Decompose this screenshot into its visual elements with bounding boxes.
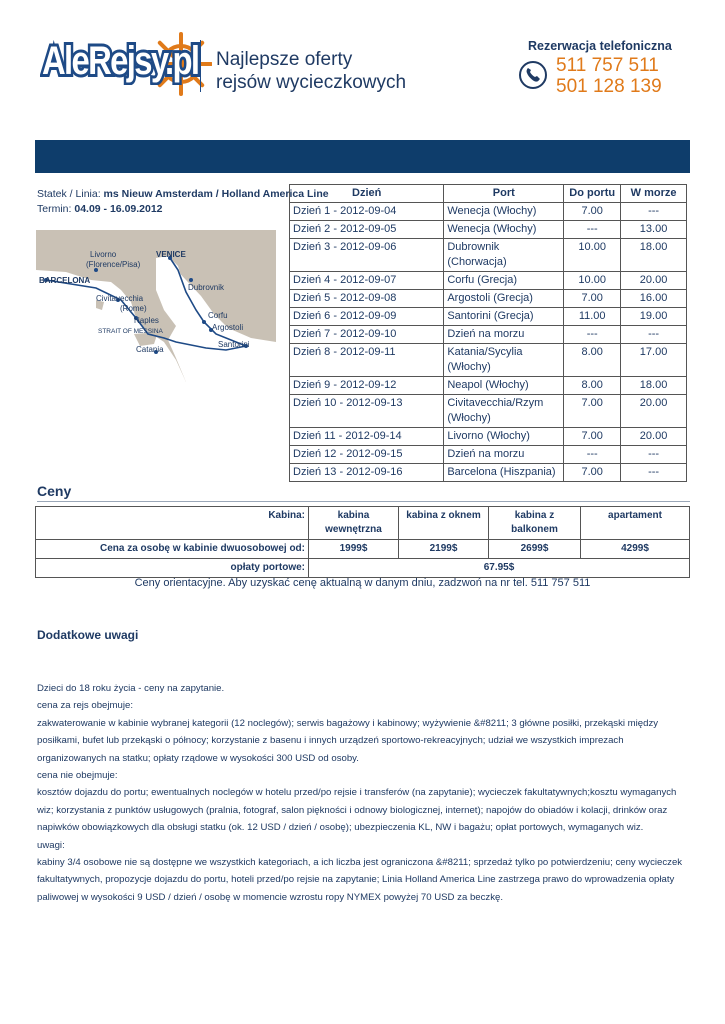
svg-text:STRAIT OF MESSINA: STRAIT OF MESSINA: [98, 328, 163, 335]
phone-numbers: [556, 55, 662, 97]
itinerary-header-row: Dzień Port Do portu W morze: [290, 185, 687, 203]
route-map: [36, 230, 276, 382]
port-fee-row: opłaty portowe: 67.95$: [36, 559, 690, 578]
svg-text:(Florence/Pisa): (Florence/Pisa): [86, 260, 141, 269]
header-divider: [200, 40, 201, 92]
table-row: Dzień 3 - 2012-09-06 Dubrownik (Chorwacja) 10.00 18.00: [290, 239, 687, 272]
svg-text:Catania: Catania: [136, 345, 164, 354]
svg-text:Naples: Naples: [134, 316, 159, 325]
svg-text:(Rome): (Rome): [120, 304, 147, 313]
table-row: Dzień 2 - 2012-09-05 Wenecja (Włochy) --- 13.00: [290, 221, 687, 239]
remarks-title: Dodatkowe uwagi: [37, 628, 139, 642]
cruise-term: 04.09 - 16.09.2012: [74, 203, 163, 215]
svg-text:Santorini: Santorini: [218, 340, 250, 349]
table-row: Dzień 4 - 2012-09-07 Corfu (Grecja) 10.00 20.00: [290, 272, 687, 290]
prices-table: [35, 506, 690, 578]
logo-text: AleRejsy.pl: [42, 39, 199, 83]
prices-note: Ceny orientacyjne. Aby uzyskać cenę aktualną w danym dniu, zadzwoń na nr tel. 511 757 511: [134, 577, 591, 589]
table-row: Dzień 12 - 2012-09-15 Dzień na morzu --- ---: [290, 446, 687, 464]
table-row: Dzień 1 - 2012-09-04 Wenecja (Włochy) 7.00 ---: [290, 203, 687, 221]
phone-number-1[interactable]: 511 757 511: [556, 55, 659, 76]
svg-text:VENICE: VENICE: [156, 250, 186, 259]
svg-text:Civitavecchia: Civitavecchia: [96, 294, 144, 303]
phone-number-2[interactable]: 501 128 139: [556, 76, 662, 97]
table-row: Dzień 13 - 2012-09-16 Barcelona (Hiszpania) 7.00 ---: [290, 464, 687, 482]
ship-info: Statek / Linia: ms Nieuw Amsterdam / Holland America Line Termin: 04.09 - 16.09.2012: [37, 188, 329, 215]
svg-text:Argostoli: Argostoli: [212, 323, 244, 332]
prices-title: Ceny: [37, 483, 72, 499]
table-row: Dzień 5 - 2012-09-08 Argostoli (Grecja) 7.00 16.00: [290, 290, 687, 308]
svg-text:Livorno: Livorno: [90, 250, 117, 259]
svg-text:Corfu: Corfu: [208, 311, 228, 320]
logo[interactable]: [42, 33, 199, 97]
price-row: Cena za osobę w kabinie dwuosobowej od: 1999$ 2199$ 2699$ 4299$: [36, 540, 690, 559]
header-bar: [35, 140, 690, 173]
table-row: Dzień 8 - 2012-09-11 Katania/Sycylia (Włochy) 8.00 17.00: [290, 344, 687, 377]
cabin-row: Kabina: kabina wewnętrzna kabina z oknem kabina z balkonem apartament: [36, 507, 690, 540]
tagline: Najlepsze oferty rejsów wycieczkowych: [216, 49, 407, 93]
prices-divider: [37, 501, 690, 502]
remarks-text: Dzieci do 18 roku życia - ceny na zapytanie. cena za rejs obejmuje: zakwaterowanie w kabinie wybranej kategorii (12 noclegów); serwis bagażowy i kabinowy; wyżywienie &#8211; 3 główne posiłki, przekąski między posiłkami, bufet lub przekąski o północy; korzystanie z basenu i innych urządzeń sportowo-rekreacyjnych; udział we wszystkich imprezach organizowanych na statku; opłaty rządowe w wysokości 300 USD od osoby. cena nie obejmuje: kosztów dojazdu do portu; ewentualnych noclegów w hotelu przed/po rejsie i transferów (na zapytanie); wycieczek fakultatywnych;kosztu wymaganych wiz; korzystania z punktów usługowych (pralnia, fotograf, salon piękności i odnowy biologicznej, internet); napojów do obiadów i kolacji, drinków oraz napiwków obowiązkowych dla obsługi statku (ok. 12 USD / dzień / osobę); ubezpieczenia KL, NW i bagażu; opłat portowych, wymaganych wiz. uwagi: kabiny 3/4 osobowe nie są dostępne we wszystkich kategoriach, a ich liczba jest ograniczona &#8211; sprzedaż tylko po potwierdzeniu; ceny wycieczek fakultatywnych, propozycje dojazdu do portu, hoteli przed/po rejsie na zapytanie; Linia Holland America Line zastrzega prawo do wprowadzenia opłaty paliwowej w wysokości 9 USD / dzień / osobę w momencie wzrostu ropy NYMEX powyżej 70 USD za beczkę.: [37, 683, 683, 903]
phone-title: Rezerwacja telefoniczna: [528, 39, 672, 53]
itinerary-table: [289, 184, 687, 482]
phone-icon: [518, 60, 548, 90]
table-row: Dzień 6 - 2012-09-09 Santorini (Grecja) 11.00 19.00: [290, 308, 687, 326]
table-row: Dzień 7 - 2012-09-10 Dzień na morzu --- ---: [290, 326, 687, 344]
svg-text:BARCELONA: BARCELONA: [39, 276, 91, 285]
ship-name: ms Nieuw Amsterdam / Holland America Line: [103, 188, 329, 200]
table-row: Dzień 10 - 2012-09-13 Civitavecchia/Rzym (Włochy) 7.00 20.00: [290, 395, 687, 428]
table-row: Dzień 9 - 2012-09-12 Neapol (Włochy) 8.00 18.00: [290, 377, 687, 395]
table-row: Dzień 11 - 2012-09-14 Livorno (Włochy) 7.00 20.00: [290, 428, 687, 446]
svg-text:Dubrovnik: Dubrovnik: [188, 283, 225, 292]
